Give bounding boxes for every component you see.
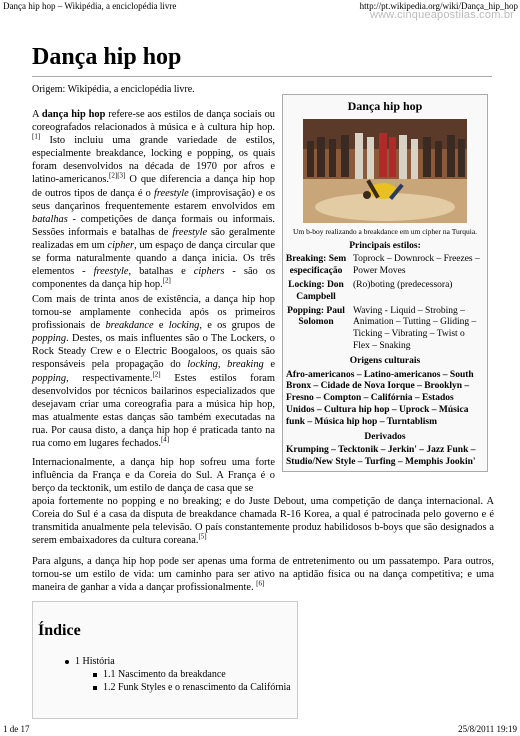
infobox-row-value[interactable]: Toprock – Downrock – Freezes – Power Moves (353, 254, 480, 277)
principal-styles-heading: Principais estilos: (349, 240, 421, 251)
cultural-origins-heading: Origens culturais (349, 355, 421, 366)
derived-list[interactable]: Krumping – Tecktonik – Jerkin' – Jazz Funk – Studio/New Style – Turfing – Memphis Jookin' (286, 445, 476, 468)
toc-item-label[interactable]: 1 História (75, 656, 115, 667)
table-of-contents (32, 601, 298, 719)
infobox-row-key: Locking: Don Campbell (288, 279, 344, 302)
infobox-row-popping (283, 306, 487, 353)
bboy-photo (303, 119, 467, 223)
infobox-row-value[interactable]: (Ro)boting (predecessora) (353, 279, 453, 290)
infobox-caption: Um b-boy realizando a breakdance em um cipher na Turquia. (292, 226, 478, 236)
toc-item[interactable] (93, 669, 226, 680)
bullet-icon (65, 660, 69, 664)
infobox-row-breaking (283, 254, 487, 278)
cultural-origins-list[interactable]: Afro-americanos – Latino-americanos – South Bronx – Cidade de Nova Iorque – Brooklyn – Fresno – Compton – Califórnia – Estados Unidos – Cultura hip hop – Uprock – Música funk – Música hip hop – Turntablism (286, 369, 474, 427)
toc-title: Índice (38, 622, 81, 639)
print-datetime: 25/8/2011 19:19 (458, 724, 517, 734)
watermark: www.cinqueapostilas.com.br (370, 9, 514, 21)
toc-item-label[interactable]: 1.1 Nascimento da breakdance (103, 669, 226, 680)
paragraph-history: Com mais de trinta anos de existência, a dança hip hop tornou-se amplamente conhecida após os primeiros profissionais de breakdance e locking, e os grupos de popping. Destes, os mais influentes são o The Lockers, o Rock Steady Crew e o Electric Boogaloos, os quais são responsáveis pela propagação do locking, breaking e popping, respectivamente.[2] Estes estilos foram desenvolvidos por técnicos bailarinos especializados que desejavam criar uma coreografia para a música hip hop, mas atualmente estas danças são também executadas na rua. Por causa disto, a dança hip hop é praticada tanto na rua como em lugares fechados.[4] (32, 294, 276, 450)
toc-item[interactable] (65, 656, 115, 667)
page-indicator: 1 de 17 (3, 724, 30, 734)
paragraph-international-b: apoia fortemente no popping e no breaking; e do Juste Debout, uma competição de dança internacional. A Coreia do Sul é a casa da disputa de breakdance chamada R-16 Korea, a qual é patrocinada pelo governo e é transmitida anualmente pela televisão. O país constantemente produz habilidosos b-boys que são designados a serem embaixadores da cultura coreana.[5] (32, 496, 494, 547)
title-divider (32, 76, 492, 77)
paragraph-intro: A dança hip hop refere-se aos estilos de dança sociais ou coreografados relacionados à música e à cultura hip hop.[1] Isto incluiu uma grande variedade de estilos, especialmente breakdance, locking e popping, os quais foram desenvolvidos na década de 1970 por afros e latino-americanos.[2][3] O que diferencia a dança hip hop de outros tipos de dança é o freestyle (improvisação) e os seus dançarinos frequentemente estarem envolvidos em batalhas - competições de dança formais ou informais. Sessões informais e batalhas de freestyle são geralmente realizadas em um cipher, um espaço de dança circular que se forma naturalmente quando a dança inicia. Os três elementos - freestyle, batalhas e ciphers - são os componentes da dança hip hop.[2] (32, 109, 276, 291)
paragraph-international-a: Internacionalmente, a dança hip hop sofreu uma forte influência da França e da Coreia do Sul. A França é o berço da tecktonik, um estilo de dança de casa que se (32, 457, 275, 495)
infobox (282, 94, 488, 472)
bullet-icon (93, 686, 97, 690)
page-title: Dança hip hop (32, 44, 182, 70)
bullet-icon (93, 673, 97, 677)
derived-heading: Derivados (364, 431, 406, 442)
toc-item-label[interactable]: 1.2 Funk Styles e o renascimento da Califórnia (103, 682, 291, 693)
browser-url[interactable]: http://pt.wikipedia.org/wiki/Dança_hip_hop (359, 1, 518, 11)
toc-item[interactable] (93, 682, 291, 693)
infobox-row-value[interactable]: Waving - Liquid – Strobing – Animation – Tutting – Gliding – Ticking – Vibrating – Twist o Flex – Snaking (353, 305, 477, 351)
infobox-title: Dança hip hop (347, 99, 423, 113)
infobox-row-key: Breaking: Sem especificação (285, 254, 347, 277)
infobox-row-locking (283, 280, 487, 304)
browser-page-title: Dança hip hop – Wikipédia, a enciclopédia livre (3, 1, 177, 11)
origin-line: Origem: Wikipédia, a enciclopédia livre. (32, 84, 195, 95)
infobox-row-key: Popping: Paul Solomon (287, 305, 345, 328)
paragraph-lifestyle: Para alguns, a dança hip hop pode ser apenas uma forma de entretenimento ou um passatempo. Para outros, tornou-se um estilo de vida: um caminho para ser ativo na aptidão física ou na dança competitiva; e uma maneira de ganhar a vida a dançar profissionalmente. [6] (32, 556, 494, 594)
